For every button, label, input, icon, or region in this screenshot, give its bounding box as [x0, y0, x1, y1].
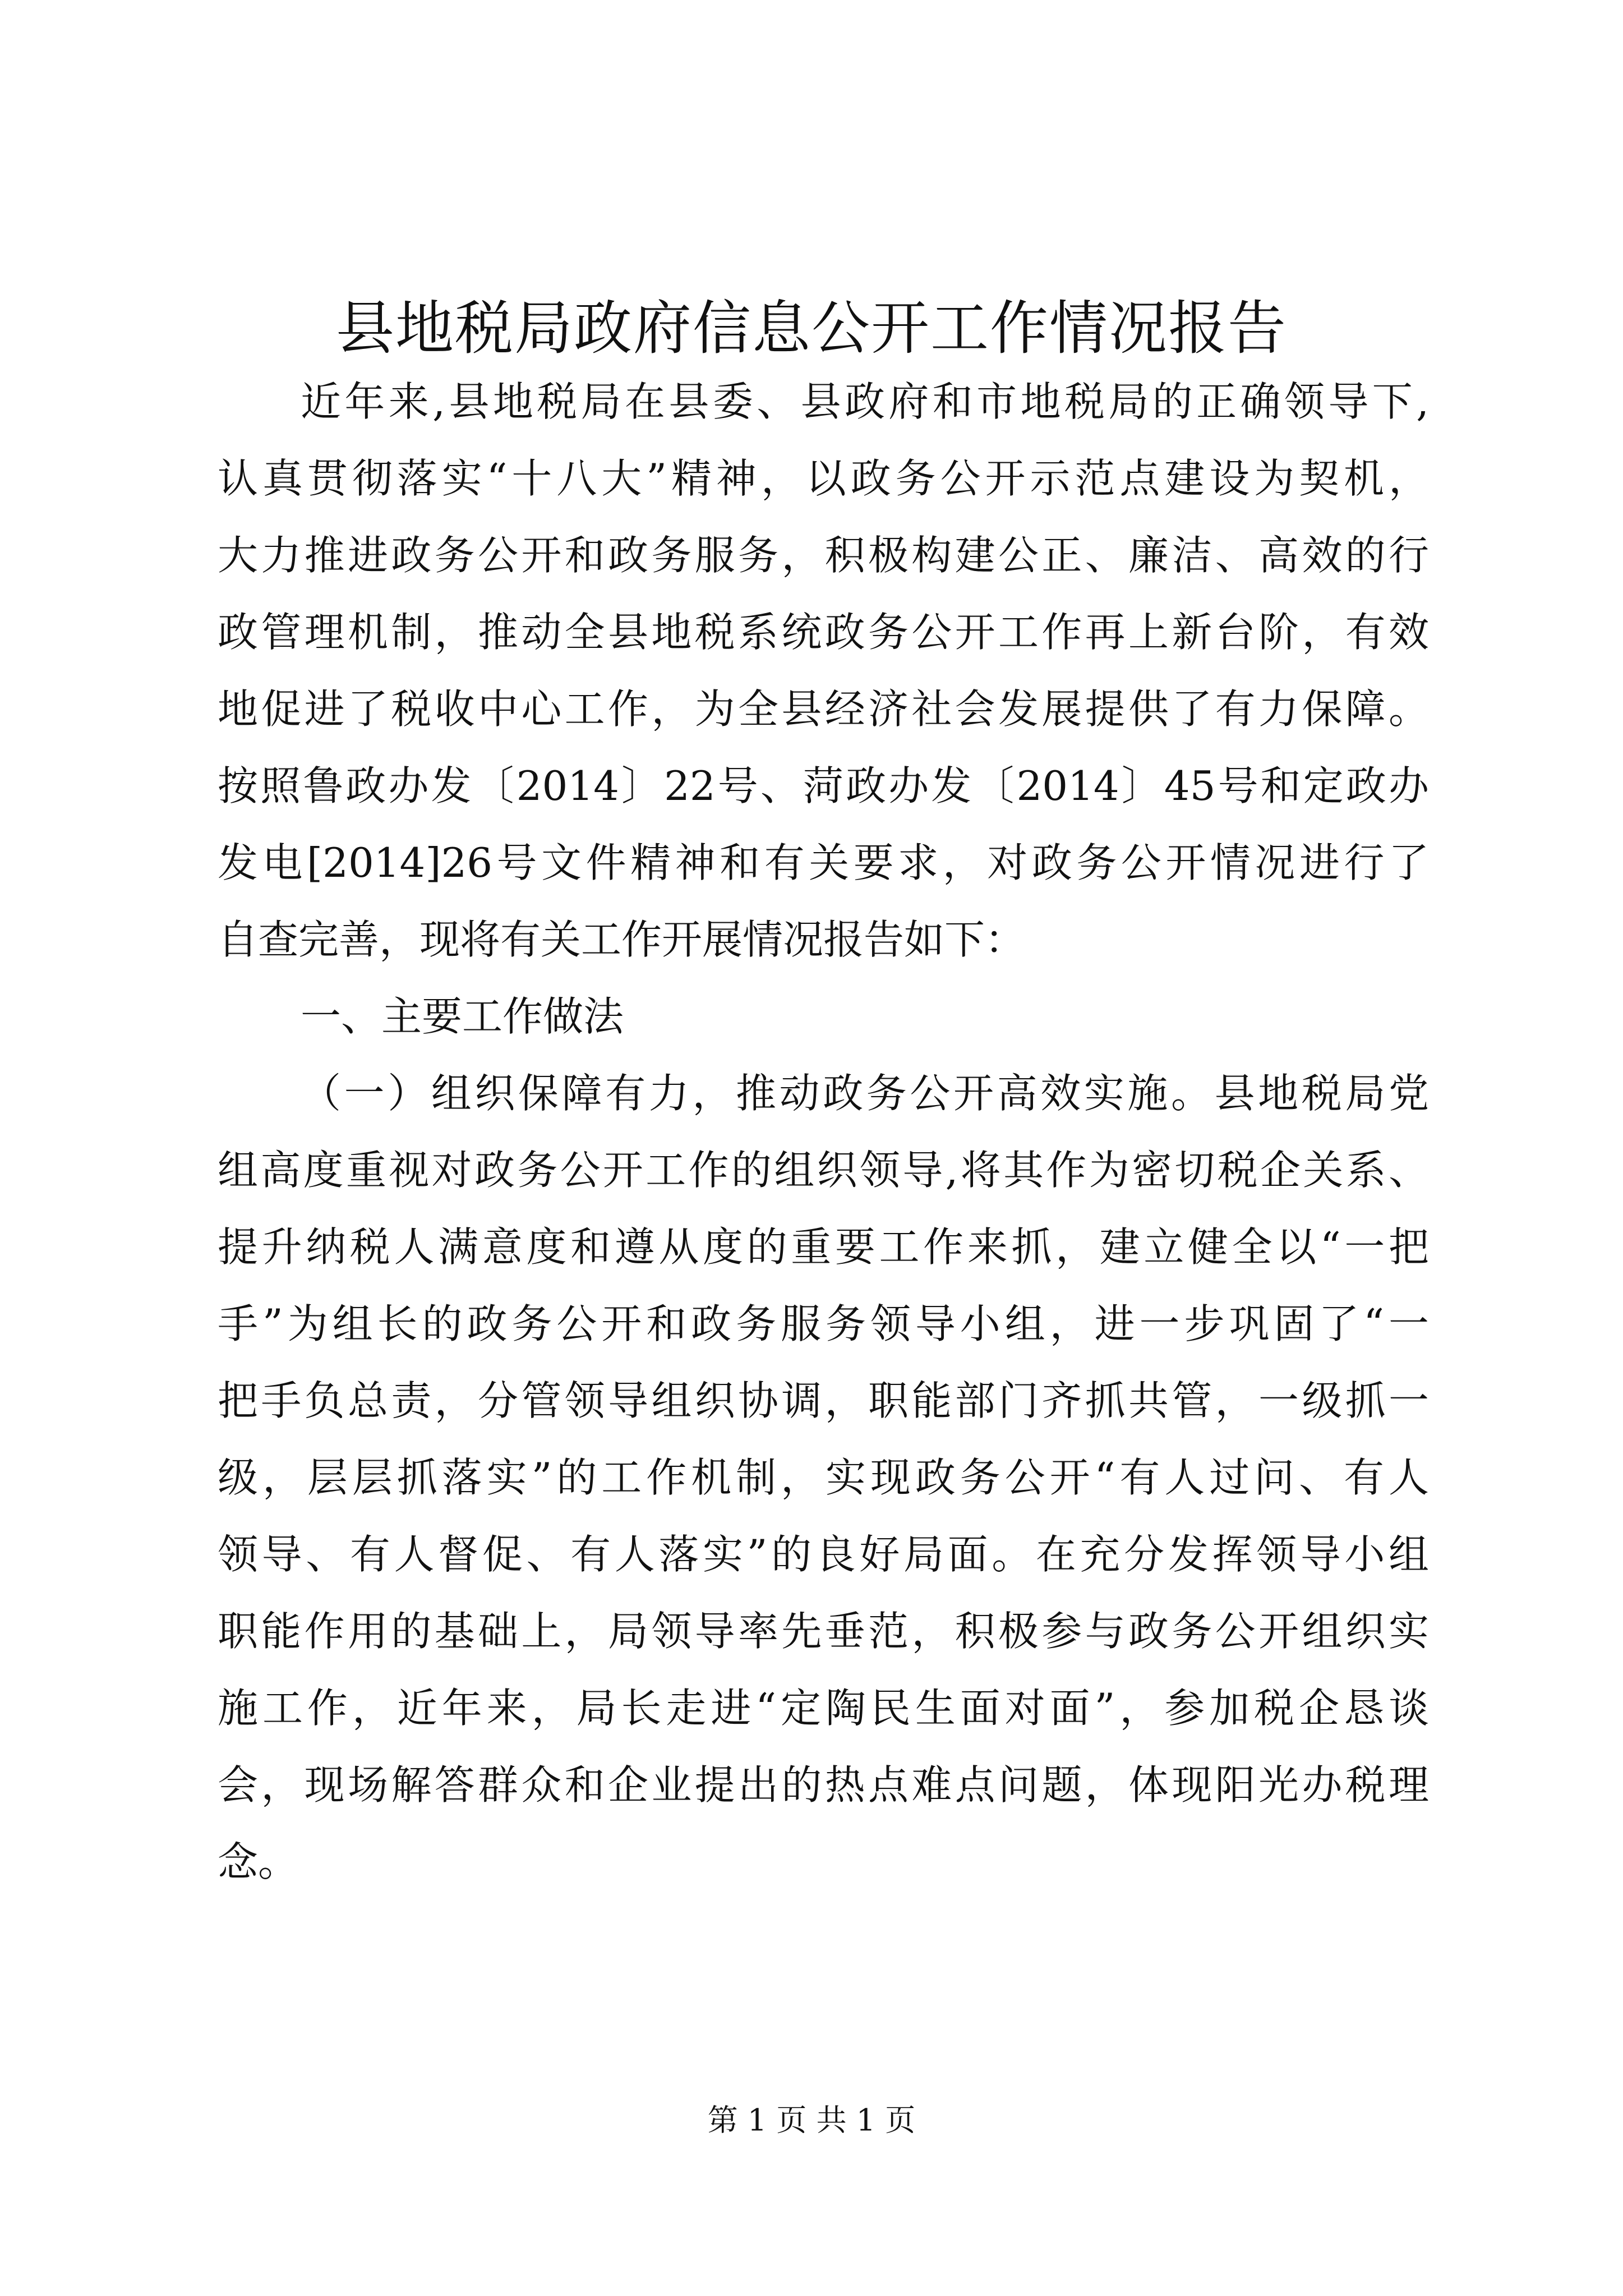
paragraph-line: 级，层层抓落实”的工作机制，实现政务公开“有人过问、有人 [218, 1454, 1429, 1501]
paragraph-line: （一）组织保障有力，推动政务公开高效实施。县地税局党 [301, 1070, 1429, 1117]
paragraph-line: 会，现场解答群众和企业提出的热点难点问题，体现阳光办税理 [218, 1761, 1429, 1809]
paragraph-line: 手”为组长的政务公开和政务服务领导小组，进一步巩固了“一 [218, 1300, 1429, 1347]
paragraph-line: 把手负总责，分管领导组织协调，职能部门齐抓共管，一级抓一 [218, 1377, 1429, 1424]
paragraph-line: 领导、有人督促、有人落实”的良好局面。在充分发挥领导小组 [218, 1531, 1429, 1578]
paragraph-line: 提升纳税人满意度和遵从度的重要工作来抓，建立健全以“一把 [218, 1223, 1429, 1271]
document-title: 县地税局政府信息公开工作情况报告 [335, 294, 1287, 362]
paragraph-line: 自查完善，现将有关工作开展情况报告如下： [218, 916, 1026, 963]
paragraph-line: 政管理机制，推动全县地税系统政务公开工作再上新台阶，有效 [218, 609, 1429, 656]
paragraph-line: 发电[2014]26号文件精神和有关要求，对政务公开情况进行了 [218, 839, 1429, 886]
page-footer: 第 1 页 共 1 页 [707, 2102, 916, 2138]
section-heading: 一、主要工作做法 [301, 993, 624, 1040]
paragraph-line: 组高度重视对政务公开工作的组织领导,将其作为密切税企关系、 [218, 1147, 1429, 1194]
paragraph-line: 念。 [218, 1838, 299, 1885]
paragraph-line: 大力推进政务公开和政务服务，积极构建公正、廉洁、高效的行 [218, 532, 1429, 579]
paragraph-line: 按照鲁政办发〔2014〕22号、菏政办发〔2014〕45号和定政办 [218, 762, 1429, 809]
paragraph-line: 职能作用的基础上，局领导率先垂范，积极参与政务公开组织实 [218, 1608, 1429, 1655]
paragraph-line: 认真贯彻落实“十八大”精神，以政务公开示范点建设为契机， [218, 455, 1429, 502]
paragraph-line: 近年来,县地税局在县委、县政府和市地税局的正确领导下, [301, 378, 1429, 425]
paragraph-line: 施工作，近年来，局长走进“定陶民生面对面”，参加税企恳谈 [218, 1685, 1429, 1732]
paragraph-line: 地促进了税收中心工作，为全县经济社会发展提供了有力保障。 [218, 685, 1429, 733]
document-body [218, 364, 1429, 1901]
